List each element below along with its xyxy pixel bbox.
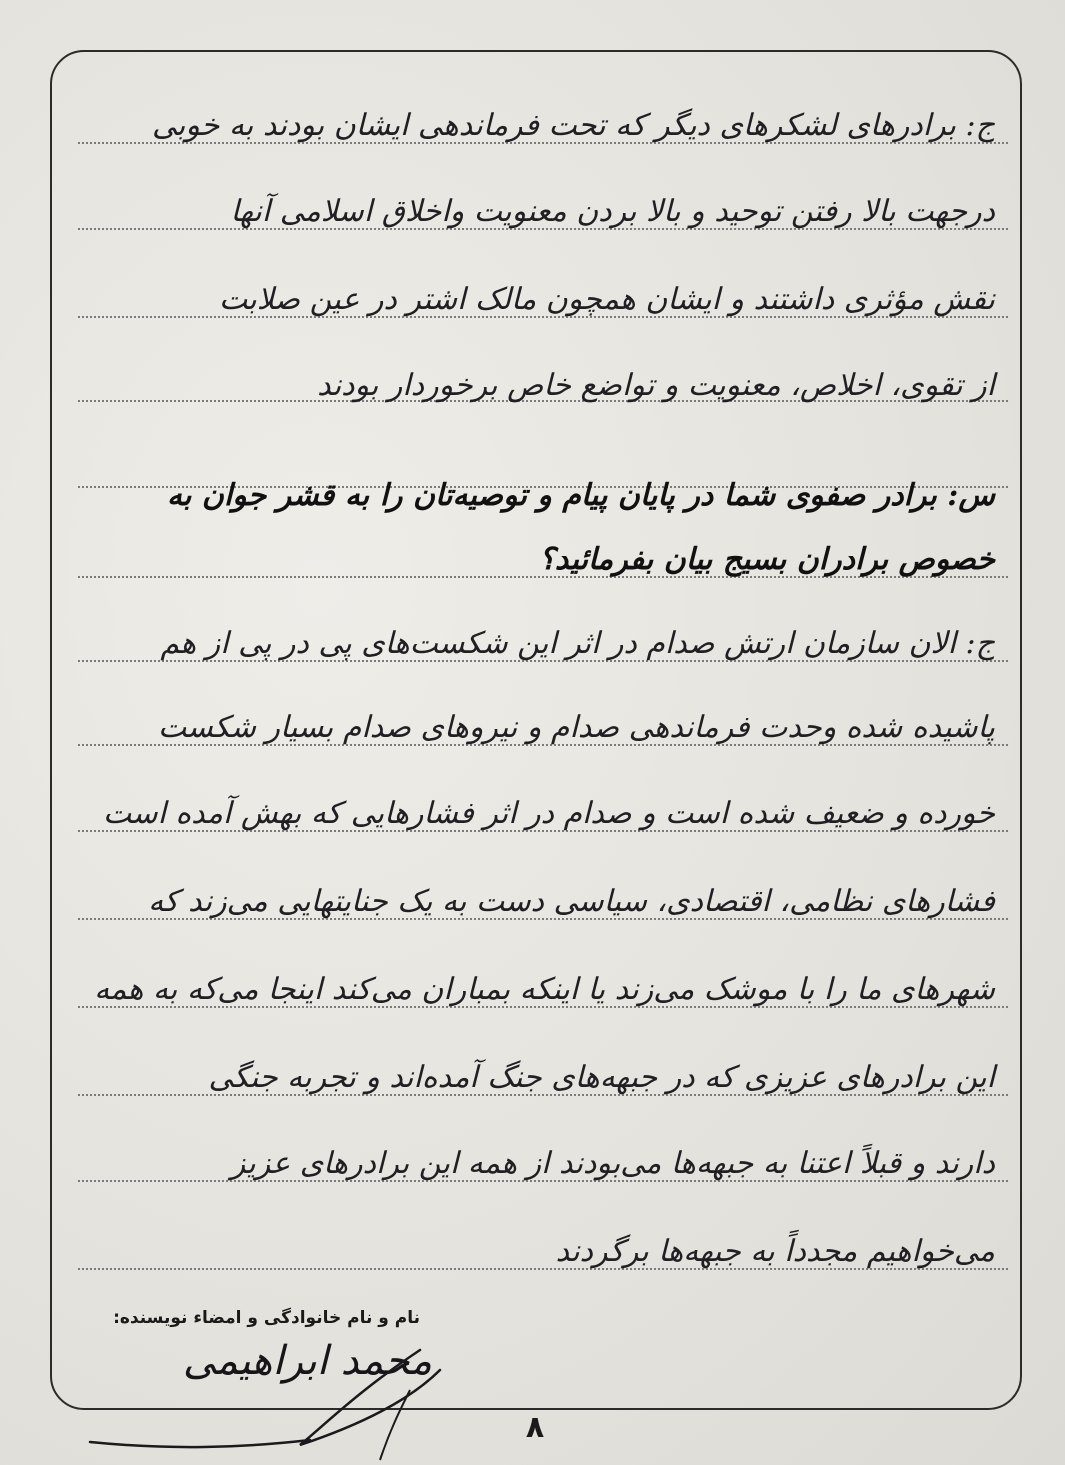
handwritten-line: نقش مؤثری داشتند و ایشان همچون مالک اشتر در عین صلابت: [218, 282, 995, 317]
question-line: خصوص برادران بسیج بیان بفرمائید؟: [538, 542, 995, 577]
handwritten-line: فشارهای نظامی، اقتصادی، سیاسی دست به یک جنایتهایی می‌زند که: [148, 884, 995, 919]
question-line: س: برادر صفوی شما در پایان پیام و توصیه‌تان را به قشر جوان به: [166, 478, 995, 513]
page-number: ۸: [525, 1410, 545, 1445]
handwritten-line: ج: برادرهای لشکرهای دیگر که تحت فرماندهی ایشان بودند به خوبی: [152, 108, 995, 143]
handwritten-line: ج: الان سازمان ارتش صدام در اثر این شکست‌های پی در پی از هم: [160, 626, 995, 661]
handwritten-line: دارند و قبلاً اعتنا به جبهه‌ها می‌بودند از همه این برادرهای عزیز: [230, 1146, 995, 1181]
signature-icon: [60, 1330, 500, 1465]
handwritten-line: از تقوی، اخلاص، معنویت و تواضع خاص برخوردار بودند: [317, 368, 995, 403]
handwritten-line: درجهت بالا رفتن توحید و بالا بردن معنویت واخلاق اسلامی آنها: [230, 194, 995, 229]
handwritten-line: این برادرهای عزیزی که در جبهه‌های جنگ آمده‌اند و تجربه جنگی: [208, 1060, 995, 1095]
handwritten-line: خورده و ضعیف شده است و صدام در اثر فشارهایی که بهش آمده است: [103, 796, 995, 831]
handwritten-line: پاشیده شده وحدت فرماندهی صدام و نیروهای صدام بسیار شکست: [158, 710, 995, 745]
handwritten-line: شهرهای ما را با موشک می‌زند یا اینکه بمباران می‌کند اینجا می‌که به همه: [94, 972, 995, 1007]
signature-name: محمد ابراهیمی: [182, 1338, 432, 1384]
handwritten-line: می‌خواهیم مجدداً به جبهه‌ها برگردند: [555, 1234, 995, 1269]
author-label: نام و نام خانوادگی و امضاء نویسنده:: [113, 1308, 420, 1328]
